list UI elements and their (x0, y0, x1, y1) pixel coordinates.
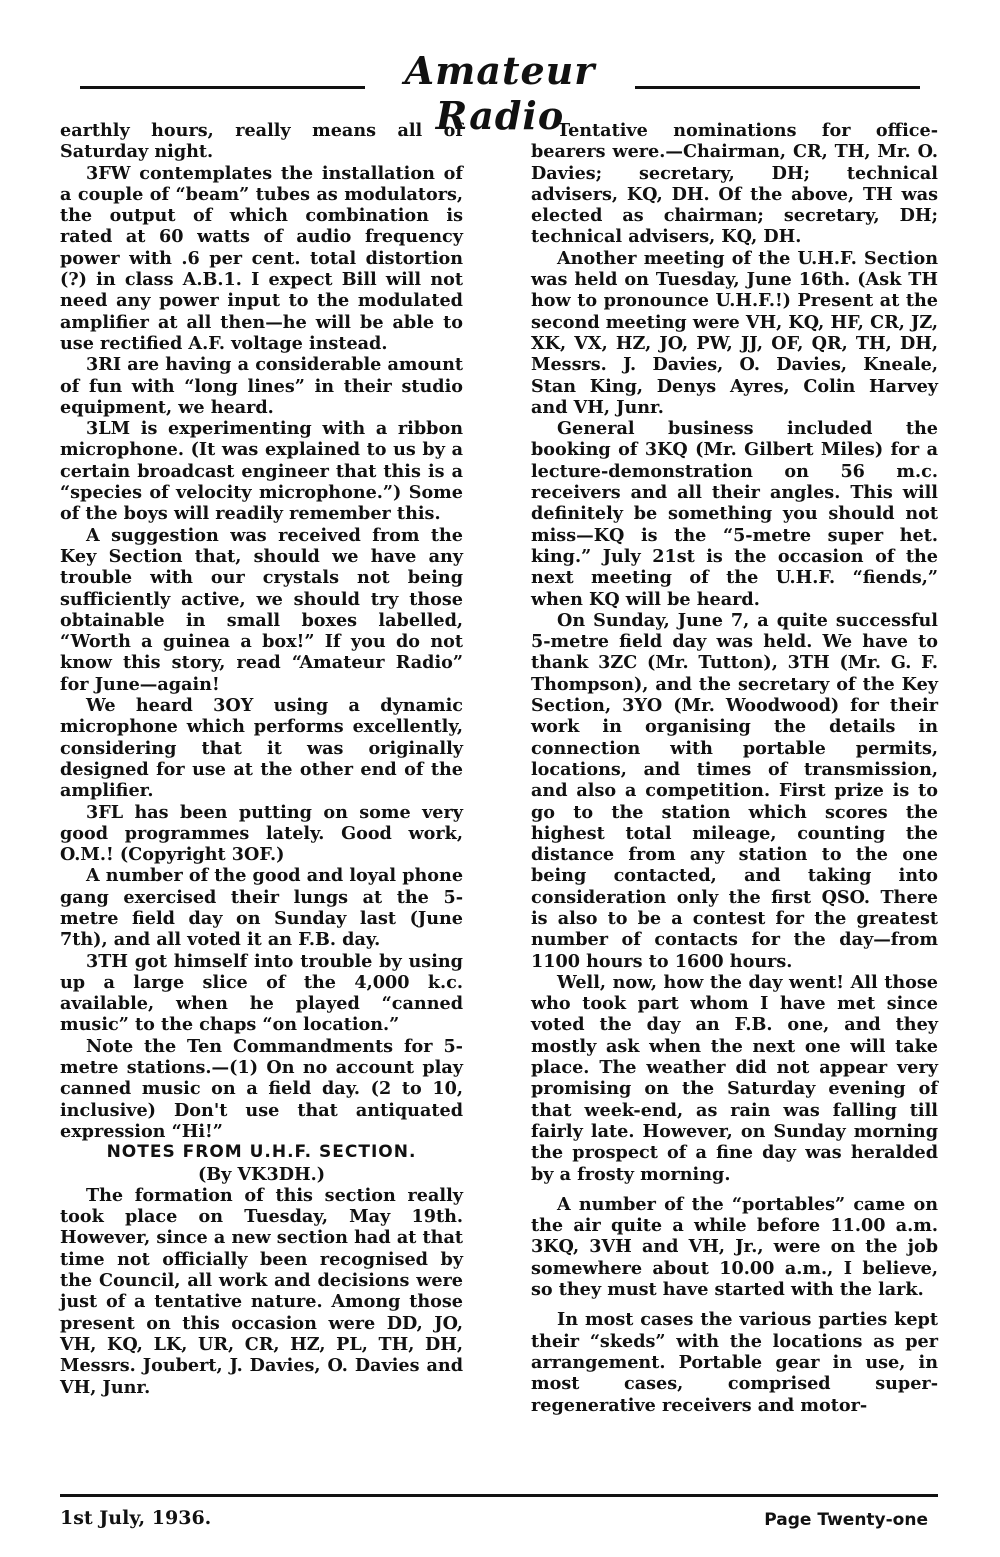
paragraph: A number of the good and loyal phone gang exercised their lungs at the 5-metre field day on Sunday last (June 7th), and all voted it an F.B. day. (60, 865, 464, 951)
paragraph: Well, now, how the day went! All those who took part whom I have met since voted the day an F.B. one, and they mostly ask when the next one will take place. The weather did not appear very promising on the Saturday evening of that week-end, as rain was falling till fairly late. However, on Sunday morning the prospect of a fine day was heralded by a frosty morning. (531, 971, 938, 1185)
header-rule-right (635, 86, 920, 89)
paragraph: Another meeting of the U.H.F. Section was held on Tuesday, June 16th. (Ask TH how to pronounce U.H.F.!) Present at the second meeting were VH, KQ, HF, CR, JZ, XK, VX, HZ, JO, PW, JJ, OF, QR, TH, DH, Messrs. J. Davies, O. Davies, Kneale, Stan King, Denys Ayres, Colin Harvey and VH, Junr. (531, 247, 938, 418)
paragraph: In most cases the various parties kept their “skeds” with the locations as per arrangement. Portable gear in use, in most cases, comprised super-regenerative receivers and motor- (531, 1309, 938, 1416)
paragraph: 3TH got himself into trouble by using up a large slice of the 4,000 k.c. available, when he played “canned music” to the chaps “on location.” (60, 950, 463, 1036)
page-header (80, 48, 920, 138)
section-byline: (By VK3DH.) (197, 1163, 326, 1185)
paragraph: 3FL has been putting on some very good programmes lately. Good work, O.M.! (Copyright 3OF.) (60, 801, 463, 866)
paragraph: Tentative nominations for office-bearers were.—Chairman, CR, TH, Mr. O. Davies; secretary, DH; technical advisers, KQ, DH. Of the above, TH was elected as chairman; secretary, DH; technical advisers, KQ, DH. (531, 120, 938, 248)
paragraph: We heard 3OY using a dynamic microphone which performs excellently, considering that it was originally designed for use at the other end of the amplifier. (60, 695, 463, 802)
header-rule-left (80, 86, 365, 89)
paragraph: On Sunday, June 7, a quite successful 5-metre field day was held. We have to thank 3ZC (Mr. Tutton), 3TH (Mr. G. F. Thompson), and the secretary of the Key Section, 3YO (Mr. Woodwood) for their work in organising the details in connection with portable permits, locations, and times of transmission, and also a competition. First prize is to go to the station which scores the highest total mileage, counting the distance from any station to the one being contacted, and taking into consideration only the first QSO. There is also to be a contest for the greatest number of contacts for the day—from 1100 hours to 1600 hours. (531, 609, 938, 972)
paragraph: 3RI are having a considerable amount of fun with “long lines” in their studio equipment, we heard. (60, 354, 463, 418)
section-heading: NOTES FROM U.H.F. SECTION. (106, 1142, 417, 1163)
paragraph: The formation of this section really took place on Tuesday, May 19th. However, since a new section had at that time not officially been recognised by the Council, all work and decisions were just of a tentative nature. Among those present on this occasion were DD, JO, VH, KQ, LK, UR, CR, HZ, PL, TH, DH, Messrs. Joubert, J. Davies, O. Davies and VH, Junr. (60, 1184, 463, 1398)
paragraph: General business included the booking of 3KQ (Mr. Gilbert Miles) for a lecture-demonstration on 56 m.c. receivers and all their angles. This will definitely be something you should not miss—KQ is the “5-metre super het. king.” July 21st is the occasion of the next meeting of the U.H.F. “fiends,” when KQ will be heard. (531, 418, 938, 610)
paragraph: 3FW contemplates the installation of a couple of “beam” tubes as modulators, the output of which combination is rated at 60 watts of audio frequency power with .6 per cent. total distortion (?) in class A.B.1. I expect Bill will not need any power input to the modulated amplifier at all then—he will be able to use rectified A.F. voltage instead. (60, 162, 463, 354)
paragraph: 3LM is experimenting with a ribbon microphone. (It was explained to us by a certain broadcast engineer that this is a “species of velocity microphone.”) Some of the boys will readily remember this. (60, 418, 463, 525)
footer-rule (60, 1494, 938, 1497)
paragraph: earthly hours, really means all of Saturday night. (60, 120, 463, 163)
magazine-title: Amateur Radio (404, 48, 596, 138)
left-column (60, 120, 463, 1398)
paragraph: Note the Ten Commandments for 5-metre stations.—(1) On no account play canned music on a field day. (2 to 10, inclusive) Don't use that antiquated expression “Hi!” (60, 1035, 463, 1142)
right-column (531, 120, 938, 1416)
paragraph: A suggestion was received from the Key Section that, should we have any trouble with our crystals not being sufficiently active, we should try those obtainable in small boxes labelled, “Worth a guinea a box!” If you do not know this story, read “Amateur Radio” for June—again! (60, 524, 463, 695)
issue-date: 1st July, 1936. (60, 1507, 212, 1529)
page-number: Page Twenty-one (764, 1510, 928, 1530)
paragraph: A number of the “portables” came on the air quite a while before 11.00 a.m. 3KQ, 3VH and VH, Jr., were on the job somewhere about 10.00 a.m., I believe, so they must have started with the lark. (531, 1193, 938, 1301)
